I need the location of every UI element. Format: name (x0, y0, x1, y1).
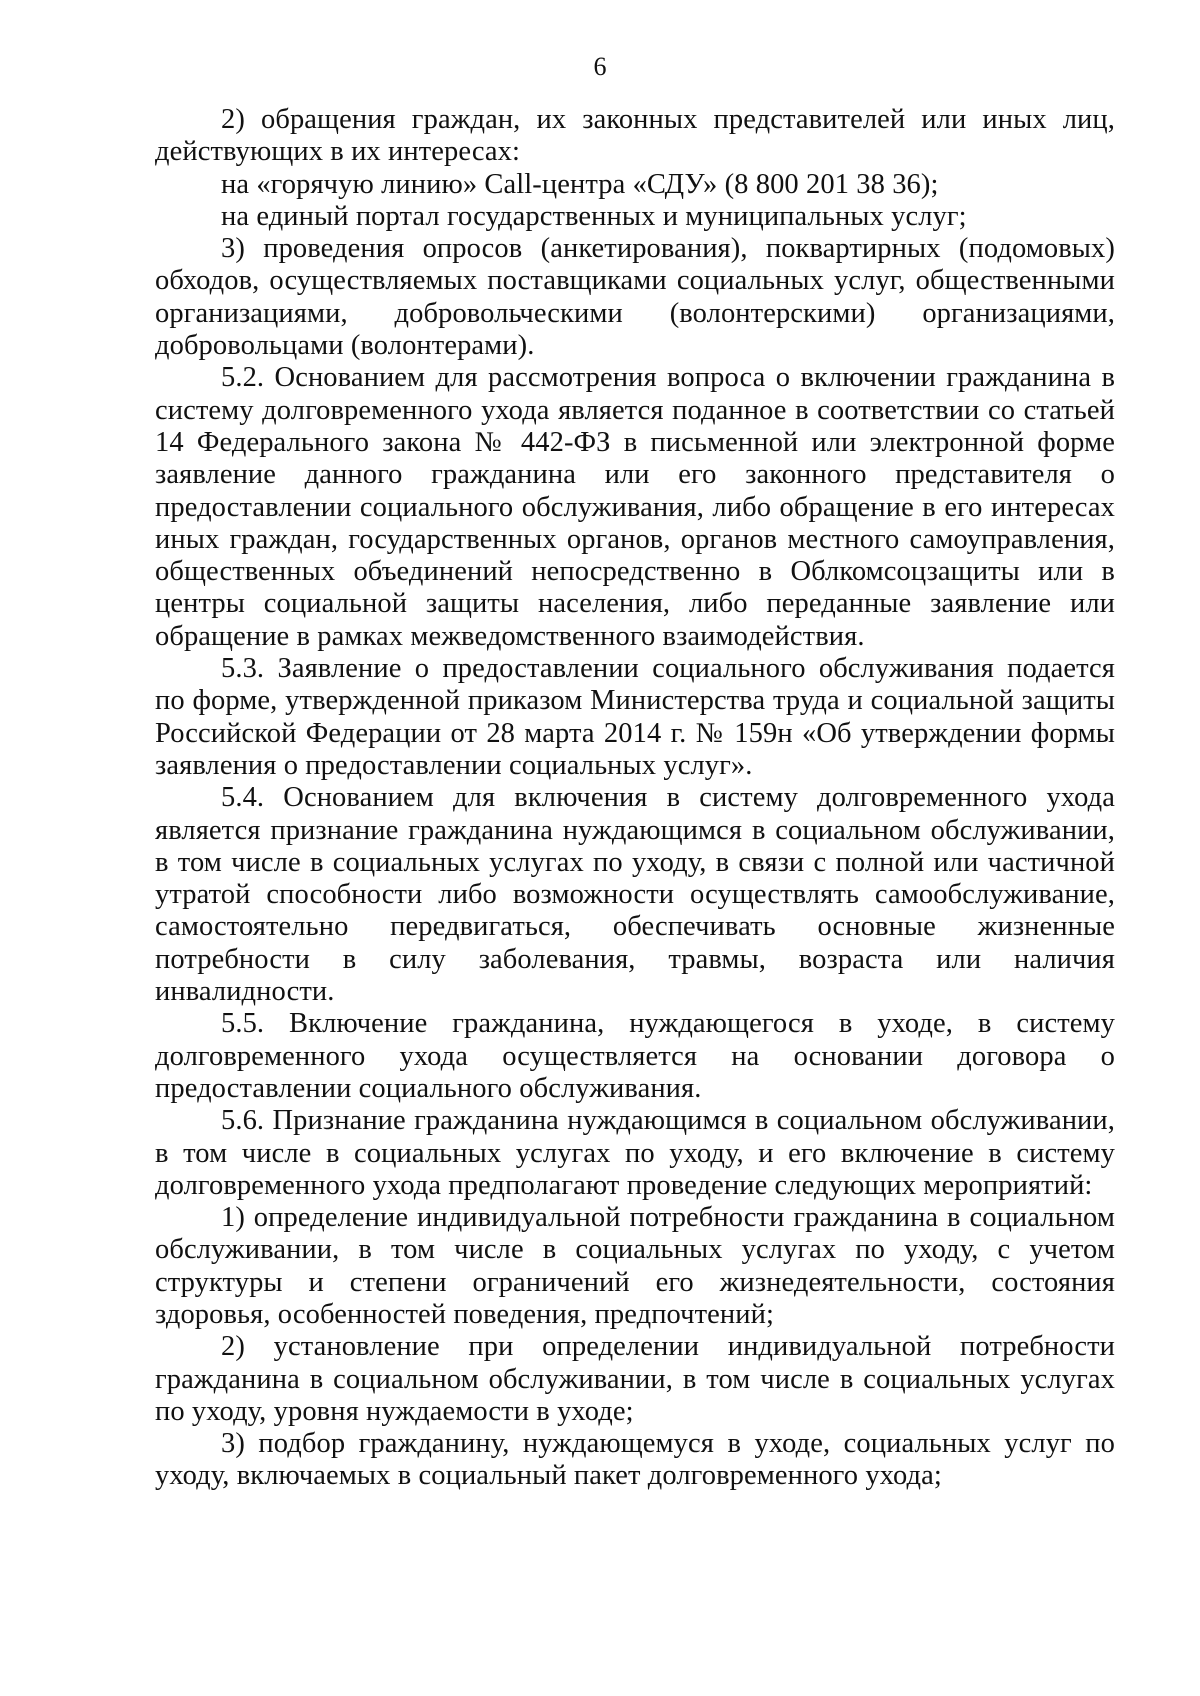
paragraph-5-3: 5.3. Заявление о предоставлении социального обслуживания подается по форме, утвержденной приказом Министерства труда и социальной защиты Российской Федерации от 28 марта 2014 г. № 159н «Об утверждении формы заявления о предоставлении социальных услуг». (155, 653, 1115, 781)
paragraph-5-4: 5.4. Основанием для включения в систему долговременного ухода является признание гражданина нуждающимся в социальном обслуживании, в том числе в социальных услугах по уходу, в связи с полной или частичной утратой способности либо возможности осуществлять самообслуживание, самостоятельно передвигаться, обеспечивать основные жизненные потребности в силу заболевания, травмы, возраста или наличия инвалидности. (155, 782, 1115, 1008)
paragraph-measure-1: 1) определение индивидуальной потребности гражданина в социальном обслуживании, в том числе в социальных услугах по уходу, с учетом структуры и степени ограничений его жизнедеятельности, состояния здоровья, особенностей поведения, предпочтений; (155, 1202, 1115, 1330)
paragraph-measure-2: 2) установление при определении индивидуальной потребности гражданина в социальном обслуживании, в том числе в социальных услугах по уходу, уровня нуждаемости в уходе; (155, 1331, 1115, 1427)
paragraph-unified-portal: на единый портал государственных и муниципальных услуг; (221, 200, 967, 232)
paragraph-5-2: 5.2. Основанием для рассмотрения вопроса о включении гражданина в систему долговременного ухода является поданное в соответствии со статьей 14 Федерального закона № 442-ФЗ в письменной или электронной форме заявление данного гражданина или его законного представителя о предоставлении социального обслуживания, либо обращение в его интересах иных граждан, государственных органов, органов местного самоуправления, общественных объединений непосредственно в Облкомсоцзащиты или в центры социальной защиты населения, либо переданные заявление или обращение в рамках межведомственного взаимодействия. (155, 362, 1115, 652)
paragraph-hotline: на «горячую линию» Call-центра «СДУ» (8 800 201 38 36); (221, 168, 939, 200)
paragraph-measure-3: 3) подбор гражданину, нуждающемуся в уходе, социальных услуг по уходу, включаемых в социальный пакет долговременного ухода; (155, 1428, 1115, 1492)
paragraph-5-6: 5.6. Признание гражданина нуждающимся в социальном обслуживании, в том числе в социальных услугах по уходу, и его включение в систему долговременного ухода предполагают проведение следующих мероприятий: (155, 1105, 1115, 1201)
paragraph-item-3-surveys: 3) проведения опросов (анкетирования), поквартирных (подомовых) обходов, осуществляемых поставщиками социальных услуг, общественными организациями, добровольческими (волонтерскими) организациями, добровольцами (волонтерами). (155, 233, 1115, 362)
paragraph-item-2-appeals: 2) обращения граждан, их законных представителей или иных лиц, действующих в их интересах: (155, 104, 1115, 168)
paragraph-5-5: 5.5. Включение гражданина, нуждающегося в уходе, в систему долговременного ухода осуществляется на основании договора о предоставлении социального обслуживания. (155, 1008, 1115, 1104)
page-number: 6 (593, 52, 607, 81)
document-body (155, 104, 1115, 1493)
